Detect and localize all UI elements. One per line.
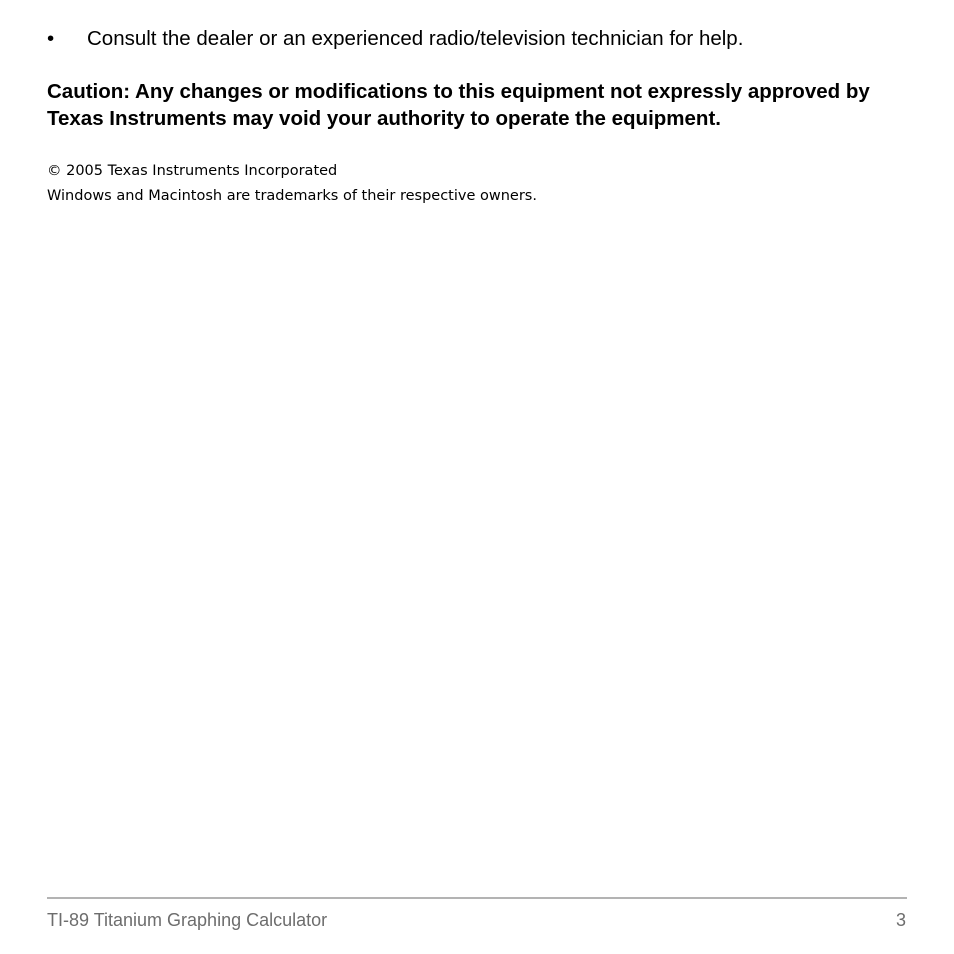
legal-notice [47,159,917,209]
trademark-line: Windows and Macintosh are trademarks of their respective owners. [47,188,537,204]
footer-title: TI-89 Titanium Graphing Calculator [47,910,328,930]
caution-notice: Caution: Any changes or modifications to this equipment not expressly approved by Texas Instruments may void your authority to operate the equipment. [47,80,870,130]
page-number: 3 [895,910,906,930]
copyright-line: © 2005 Texas Instruments Incorporated [47,163,338,179]
footer-divider [47,897,907,899]
bullet-marker: • [47,27,55,50]
bullet-list-item [47,27,907,51]
bullet-text: Consult the dealer or an experienced radio/television technician for help. [87,27,744,50]
